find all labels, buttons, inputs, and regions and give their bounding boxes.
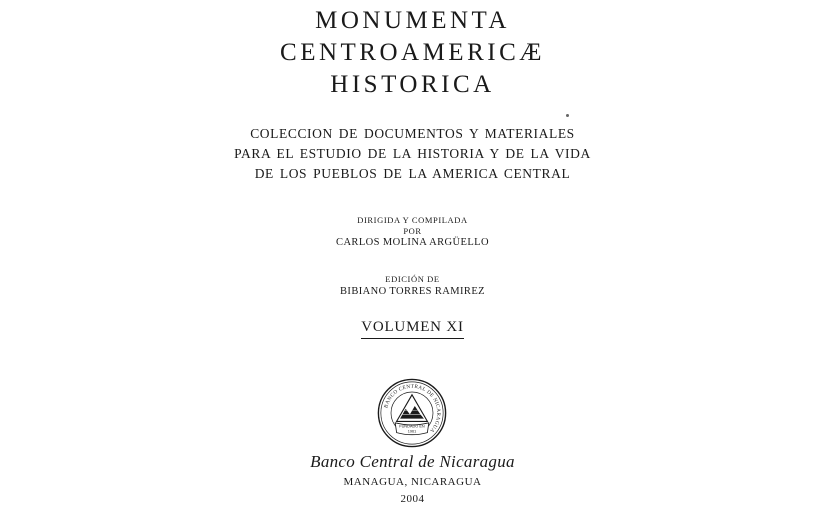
- publisher-name: Banco Central de Nicaragua: [310, 452, 515, 471]
- seal-banner-line-2: 1961: [407, 429, 417, 434]
- series-title-line-2: CENTROAMERICÆ: [280, 39, 545, 66]
- seal-banner-line-1: FUNDADO EN: [399, 424, 425, 429]
- por-label: POR: [403, 226, 422, 236]
- subtitle-line-1: COLECCION DE DOCUMENTOS Y MATERIALES: [250, 126, 575, 141]
- volume-heading: [0, 318, 825, 339]
- series-title-line-3: HISTORICA: [330, 71, 495, 98]
- directed-by-label: DIRIGIDA Y COMPILADA: [357, 215, 468, 225]
- bank-seal-icon: [377, 378, 447, 448]
- editor-name: BIBIANO TORRES RAMIREZ: [340, 286, 485, 297]
- seal-ring-text: BANCO CENTRAL DE NICARAGUA: [383, 383, 442, 434]
- subtitle-line-3: DE LOS PUEBLOS DE LA AMERICA CENTRAL: [254, 166, 571, 181]
- print-speck: [566, 114, 569, 117]
- publisher-city: MANAGUA, NICARAGUA: [343, 476, 482, 488]
- publication-year: 2004: [400, 493, 425, 505]
- volume-label: VOLUMEN XI: [361, 318, 464, 339]
- series-title-line-1: MONUMENTA: [315, 7, 510, 34]
- director-name: CARLOS MOLINA ARGÜELLO: [336, 237, 489, 248]
- edition-label: EDICIÓN DE: [385, 274, 440, 284]
- subtitle-line-2: PARA EL ESTUDIO DE LA HISTORIA Y DE LA VIDA: [234, 146, 591, 161]
